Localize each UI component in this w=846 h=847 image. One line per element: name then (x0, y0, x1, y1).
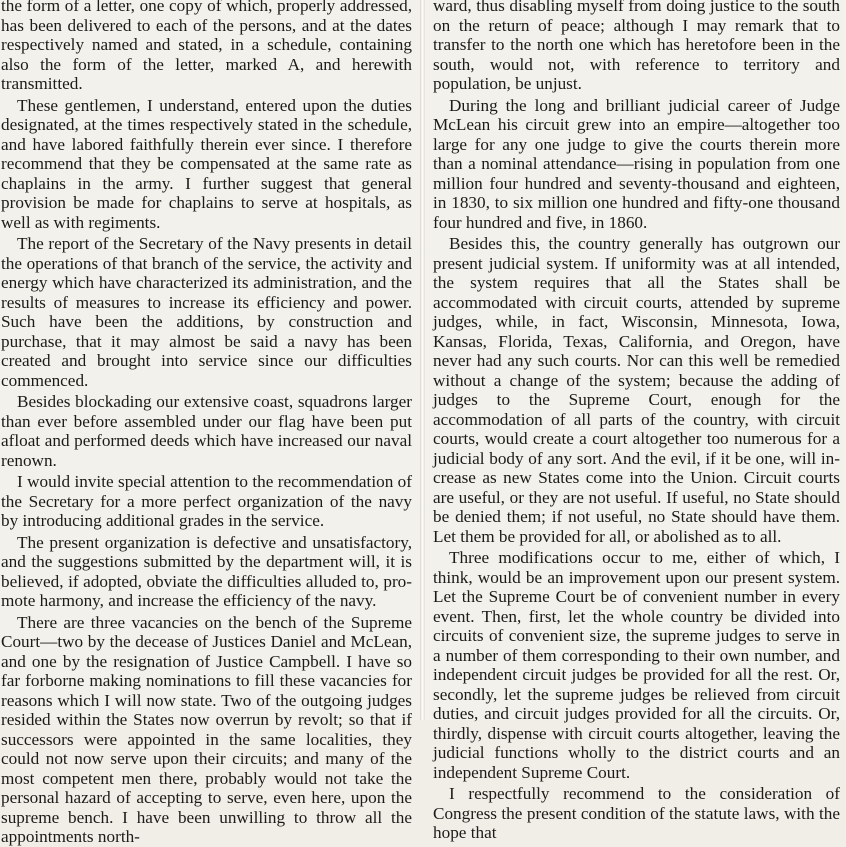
paragraph: ward, thus disabling myself from doing justice to the south on the return of peace; although I may remark that to transfer to the north one which has heretofore been in the south, would not, with reference to territory and population, be unjust. (433, 0, 840, 93)
left-text-column (1, 0, 412, 847)
right-page (425, 0, 846, 842)
paragraph: These gentlemen, I understand, entered upon the duties designated, at the times respectively stated in the schedule, and have labored faithfully therein ever since. I therefore recommend that they be compensated at the same rate as chaplains in the army. I further suggest that general provision be made for chaplains to serve at hospitals, as well as with regiments. (1, 95, 412, 232)
paragraph: During the long and brilliant judicial career of Judge McLean his circuit grew into an empire—altogether too large for any one judge to give the courts therein more than a nominal attendance—rising in population from one million four hundred and seventy-thousand and eighteen, in 1830, to six million one hundred and fifty-one thousand four hundred and five, in 1860. (433, 95, 840, 232)
paragraph: Three modifications occur to me, either of which, I think, would be an improvement upon our present system. Let the Supreme Court be of convenient number in every event. Then, first, let the whole country be divided into circuits of convenient size, the supreme judges to serve in a number of them corresponding to their own number, and independent circuit judges be provided for all the rest. Or, secondly, let the supreme judges be relieved from circuit duties, and circuit judges provided for all the circuits. Or, thirdly, dispense with circuit courts altogether, leaving the judicial functions wholly to the district courts and an independent Supreme Court. (433, 548, 840, 782)
right-text-column (433, 0, 840, 843)
paragraph: Besides blockading our extensive coast, squadrons larger than ever before assembled under our flag have been put afloat and performed deeds which have increased our naval renown. (1, 392, 412, 470)
left-page (0, 0, 420, 846)
paragraph: the form of a letter, one copy of which, properly addressed, has been delivered to each of the persons, and at the dates respectively named and stated, in a schedule, containing also the form of the letter, marked A, and herewith transmitted. (1, 0, 412, 93)
paragraph: Besides this, the country generally has outgrown our present judicial system. If uniformity was at all intended, the system requires that all the States shall be accommodated with circuit courts, attended by supreme judges, while, in fact, Wisconsin, Minnesota, Iowa, Kansas, Florida, Texas, California, and Oregon, have never had any such courts. Nor can this well be remedied without a change of the system; because the adding of judges to the Supreme Court, enough for the accommodation of all parts of the country, with circuit courts, would create a court altogether too numerous for a judicial body of any sort. And the evil, if it be one, will increase as new States come into the Union. Circuit courts are useful, or they are not useful. If useful, no State should be denied them; if not useful, no State should have them. Let them be provided for all, or abolished as to all. (433, 234, 840, 546)
paragraph: The present organization is defective and unsatisfactory, and the suggestions submitted by the department will, it is believed, if adopted, obviate the difficulties alluded to, promote harmony, and increase the efficiency of the navy. (1, 532, 412, 610)
paragraph: I respectfully recommend to the consideration of Congress the present condition of the statute laws, with the hope that (433, 784, 840, 842)
paragraph: I would invite special attention to the recommendation of the Secretary for a more perfect organization of the navy by introducing additional grades in the service. (1, 472, 412, 530)
paragraph: There are three vacancies on the bench of the Supreme Court—two by the decease of Justices Daniel and McLean, and one by the resignation of Justice Campbell. I have so far forborne making nominations to fill these vacancies for reasons which I will now state. Two of the outgoing judges resided within the States now overrun by revolt; so that if successors were appointed in the same localities, they could not now serve upon their circuits; and many of the most competent men there, probably would not take the personal hazard of accepting to serve, even here, upon the supreme bench. I have been unwilling to throw all the appointments north- (1, 612, 412, 846)
paragraph: The report of the Secretary of the Navy presents in detail the operations of that branch of the service, the activity and energy which have characterized its administration, and the results of measures to increase its efficiency and power. Such have been the additions, by construction and purchase, that it may almost be said a navy has been created and brought into service since our difficulties commenced. (1, 234, 412, 390)
